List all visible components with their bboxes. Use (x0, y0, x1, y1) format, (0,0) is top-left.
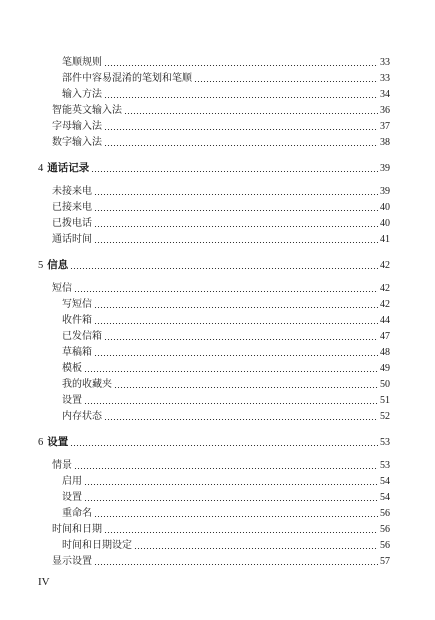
toc-entry-title: 收件箱 (62, 315, 92, 326)
toc-entry (62, 331, 390, 343)
toc-entry (62, 492, 390, 504)
toc-entry-page: 38 (380, 137, 390, 148)
toc-entry (62, 347, 390, 359)
toc-entry-title: 写短信 (62, 299, 92, 310)
toc-entry-page: 42 (380, 283, 390, 294)
chapter-number: 4 (38, 163, 44, 174)
page-number: IV (38, 576, 50, 588)
toc-entry-page: 37 (380, 121, 390, 132)
toc-entry (62, 379, 390, 391)
toc-entry-title: 已接来电 (52, 202, 92, 213)
dot-leader (70, 445, 378, 446)
dot-leader (94, 323, 378, 324)
toc-entry-page: 54 (380, 476, 390, 487)
toc-entry (62, 411, 390, 423)
toc-entry-title: 启用 (62, 476, 82, 487)
dot-leader (104, 145, 378, 146)
toc-entry-title: 已拨电话 (52, 218, 92, 229)
toc-entry-title: 字母输入法 (52, 121, 102, 132)
toc-entry-title: 未接来电 (52, 186, 92, 197)
toc-entry-page: 42 (380, 260, 390, 271)
toc-entry (52, 460, 390, 472)
toc-entry (62, 299, 390, 311)
toc-entry-title: 输入方法 (62, 89, 102, 100)
chapter-number: 5 (38, 260, 44, 271)
dot-leader (104, 65, 378, 66)
toc-entry-title: 模板 (62, 363, 82, 374)
toc-entry-title: 内存状态 (62, 411, 102, 422)
dot-leader (91, 171, 378, 172)
toc-entry (62, 73, 390, 85)
toc-entry (52, 137, 390, 149)
toc-entry (52, 202, 390, 214)
chapter-number: 6 (38, 437, 44, 448)
toc-entry-page: 42 (380, 299, 390, 310)
toc-entry-page: 33 (380, 57, 390, 68)
toc-entry-title: 部件中容易混淆的笔划和笔顺 (62, 73, 192, 84)
toc-entry (52, 524, 390, 536)
dot-leader (84, 500, 378, 501)
dot-leader (84, 403, 378, 404)
toc-entry-title: 已发信箱 (62, 331, 102, 342)
toc-entry-page: 48 (380, 347, 390, 358)
toc-entry-page: 56 (380, 508, 390, 519)
toc-entry-page: 47 (380, 331, 390, 342)
dot-leader (124, 113, 378, 114)
toc-entry (62, 363, 390, 375)
toc-entry-page: 57 (380, 556, 390, 567)
toc-entry-title: 智能英文输入法 (52, 105, 122, 116)
toc-entry-title: 通话时间 (52, 234, 92, 245)
dot-leader (94, 210, 378, 211)
toc-entry-page: 54 (380, 492, 390, 503)
dot-leader (74, 291, 378, 292)
dot-leader (104, 129, 378, 130)
toc-entry-page: 36 (380, 105, 390, 116)
toc-entry (52, 186, 390, 198)
toc-entry-page: 56 (380, 524, 390, 535)
dot-leader (84, 371, 378, 372)
dot-leader (70, 268, 378, 269)
toc-entry (52, 105, 390, 117)
toc-entry (62, 476, 390, 488)
toc-entry-page: 52 (380, 411, 390, 422)
toc-entry-page: 53 (380, 437, 390, 448)
toc-entry (52, 218, 390, 230)
toc-entry-page: 34 (380, 89, 390, 100)
toc-entry (52, 121, 390, 133)
dot-leader (94, 242, 378, 243)
toc-entry-title: 时间和日期设定 (62, 540, 132, 551)
toc-entry-page: 40 (380, 202, 390, 213)
toc-entry-title: 数字输入法 (52, 137, 102, 148)
dot-leader (194, 81, 378, 82)
toc-chapter-entry (38, 436, 390, 449)
dot-leader (74, 468, 378, 469)
toc-entry-page: 50 (380, 379, 390, 390)
toc-entry (62, 315, 390, 327)
dot-leader (94, 564, 378, 565)
dot-leader (94, 516, 378, 517)
toc-entry (52, 283, 390, 295)
toc-entry-title: 时间和日期 (52, 524, 102, 535)
toc-entry (62, 57, 390, 69)
dot-leader (94, 226, 378, 227)
toc-entry-page: 53 (380, 460, 390, 471)
toc-entry-title: 显示设置 (52, 556, 92, 567)
toc-entry-title: 设置 (62, 395, 82, 406)
toc-entry (52, 556, 390, 568)
toc-entry (52, 234, 390, 246)
dot-leader (94, 307, 378, 308)
toc-entry-page: 56 (380, 540, 390, 551)
toc-entry-title: 信息 (47, 259, 69, 271)
toc-entry-page: 41 (380, 234, 390, 245)
toc-entry (62, 508, 390, 520)
dot-leader (104, 97, 378, 98)
toc-entry-title: 我的收藏夹 (62, 379, 112, 390)
toc-chapter-entry (38, 259, 390, 272)
toc-entry-page: 39 (380, 163, 390, 174)
toc-entry (62, 540, 390, 552)
toc-entry-title: 笔顺规则 (62, 57, 102, 68)
toc-entry-page: 49 (380, 363, 390, 374)
toc-entry-page: 33 (380, 73, 390, 84)
dot-leader (114, 387, 378, 388)
dot-leader (104, 419, 378, 420)
toc-entry-title: 通话记录 (47, 162, 90, 174)
toc-entry (62, 395, 390, 407)
toc-entry (62, 89, 390, 101)
dot-leader (94, 194, 378, 195)
toc-entry-title: 草稿箱 (62, 347, 92, 358)
toc-entry-title: 重命名 (62, 508, 92, 519)
dot-leader (134, 548, 378, 549)
toc-chapter-entry (38, 162, 390, 175)
toc-entry-title: 设置 (47, 436, 69, 448)
toc-entry-page: 40 (380, 218, 390, 229)
dot-leader (104, 532, 378, 533)
dot-leader (104, 339, 378, 340)
toc-entry-title: 短信 (52, 283, 72, 294)
toc-entry-title: 设置 (62, 492, 82, 503)
toc-entry-page: 51 (380, 395, 390, 406)
toc-entry-page: 39 (380, 186, 390, 197)
toc-entry-page: 44 (380, 315, 390, 326)
toc-entry-title: 情景 (52, 460, 72, 471)
dot-leader (84, 484, 378, 485)
dot-leader (94, 355, 378, 356)
